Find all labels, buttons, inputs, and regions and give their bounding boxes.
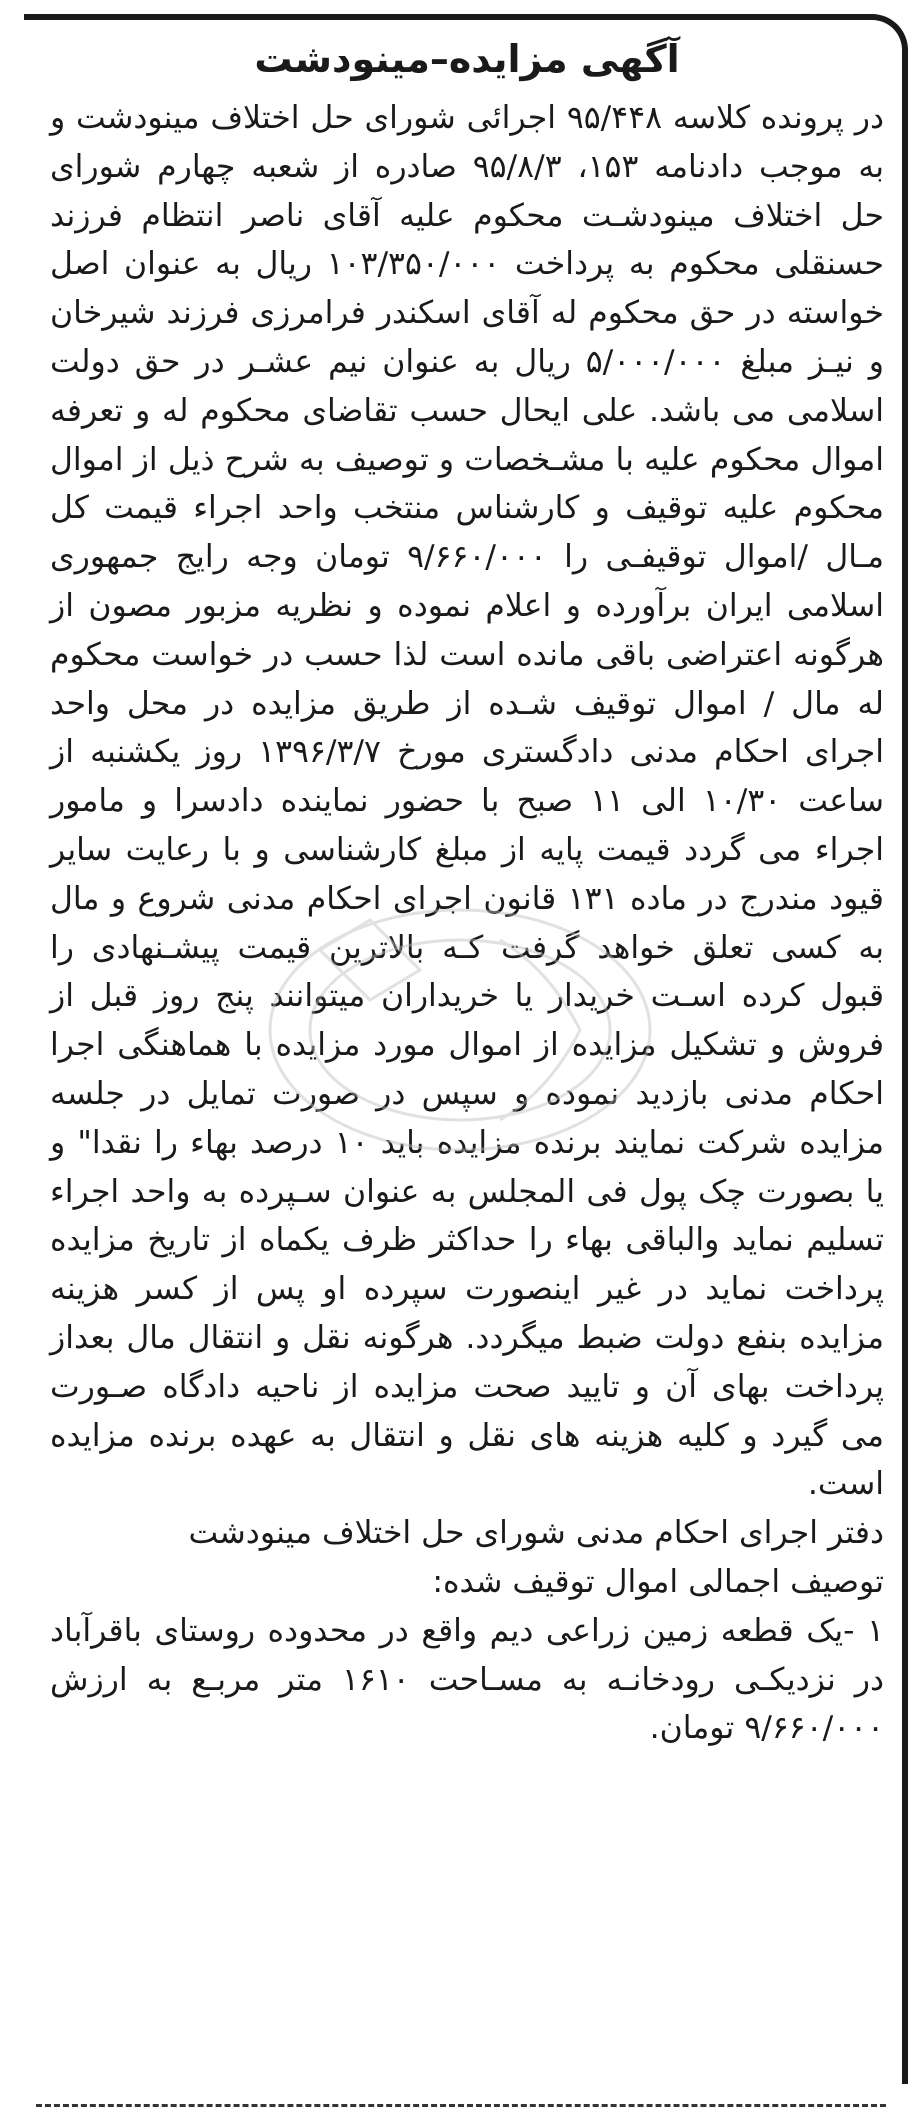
notice-body-text: در پرونده کلاسه ۹۵/۴۴۸ اجرائی شورای حل اختلاف مینودشت و به موجب دادنامه ۱۵۳، ۹۵/۸/۳ صادره از شعبه چهارم شورای حل اختلاف مینودشـت محکوم علیه آقای ناصر انتظام فرزند حسنقلی محکوم به پرداخت ۱۰۳/۳۵۰/۰۰۰ ریال به عنوان اصل خواسته در حق محکوم له آقای اسکندر فرامرزی فرزند شیرخان و نیـز مبلغ ۵/۰۰۰/۰۰۰ ریال به عنوان نیم عشـر در حق دولت اسلامی می باشد. علی ایحال حسب تقاضای محکوم له و تعرفه اموال محکوم علیه با مشـخصات و توصیف به شرح ذیل از اموال محکوم علیه توقیف و کارشناس منتخب واحد اجراء قیمت کل مـال /اموال توقیفـی را ۹/۶۶۰/۰۰۰ تومان وجه رایج جمهوری اسلامی ایران برآورده و اعلام نموده و نظریه مزبور مصون از هرگونه اعتراضی باقی مانده است لذا حسب در خواست محکوم له مال / اموال توقیف شـده از طریق مزایده در محل واحد اجرای احکام مدنی دادگستری مورخ ۱۳۹۶/۳/۷ روز یکشنبه از ساعت ۱۰/۳۰ الی ۱۱ صبح با حضور نماینده دادسرا و مامور اجراء می گردد قیمت پایه از مبلغ کارشناسی و با رعایت سایر قیود مندرج در ماده ۱۳۱ قانون اجرای احکام مدنی شروع و مال به کسی تعلق خواهد گرفت کـه بالاترین قیمت پیشـنهادی را قبول کرده اسـت خریدار یا خریداران میتوانند پنج روز قبل از فروش و تشکیل مزایده از اموال مورد مزایده با هماهنگی اجرا احکام مدنی بازدید نموده و سپس در صورت تمایل در جلسه مزایده شرکت نمایند برنده مزایده باید ۱۰ درصد بهاء را نقدا" و یا بصورت چک پول فی المجلس به عنوان سـپرده به واحد اجراء تسلیم نماید والباقی بهاء را حداکثر ظرف یکماه از تاریخ مزایده پرداخت نماید در غیر اینصورت سپرده او پس از کسر هزینه مزایده بنفع دولت ضبط میگردد. هرگونه نقل و انتقال مال بعداز پرداخت بهای آن و تایید صحت مزایده از ناحیه دادگاه صـورت می گیرد و کلیه هزینه های نقل و انتقال به عهده برنده مزایده است.: [50, 100, 885, 1503]
issuing-office: دفتر اجرای احکام مدنی شورای حل اختلاف مینودشت: [188, 1515, 884, 1552]
seized-items-heading: توصیف اجمالی اموال توقیف شده:: [432, 1563, 884, 1600]
seized-item-1: ۱ -یک قطعه زمین زراعی دیم واقع در محدوده روستای باقرآباد در نزدیکـی رودخانـه به مسـاحت ۱۶۱۰ متر مربـع به ارزش ۹/۶۶۰/۰۰۰ تومان.: [50, 1612, 885, 1747]
auction-notice: [50, 24, 884, 1753]
separator-dashed-line: [36, 2104, 886, 2107]
notice-title: آگهی مزایده–مینودشت: [254, 37, 680, 81]
notice-body: [50, 94, 884, 1509]
